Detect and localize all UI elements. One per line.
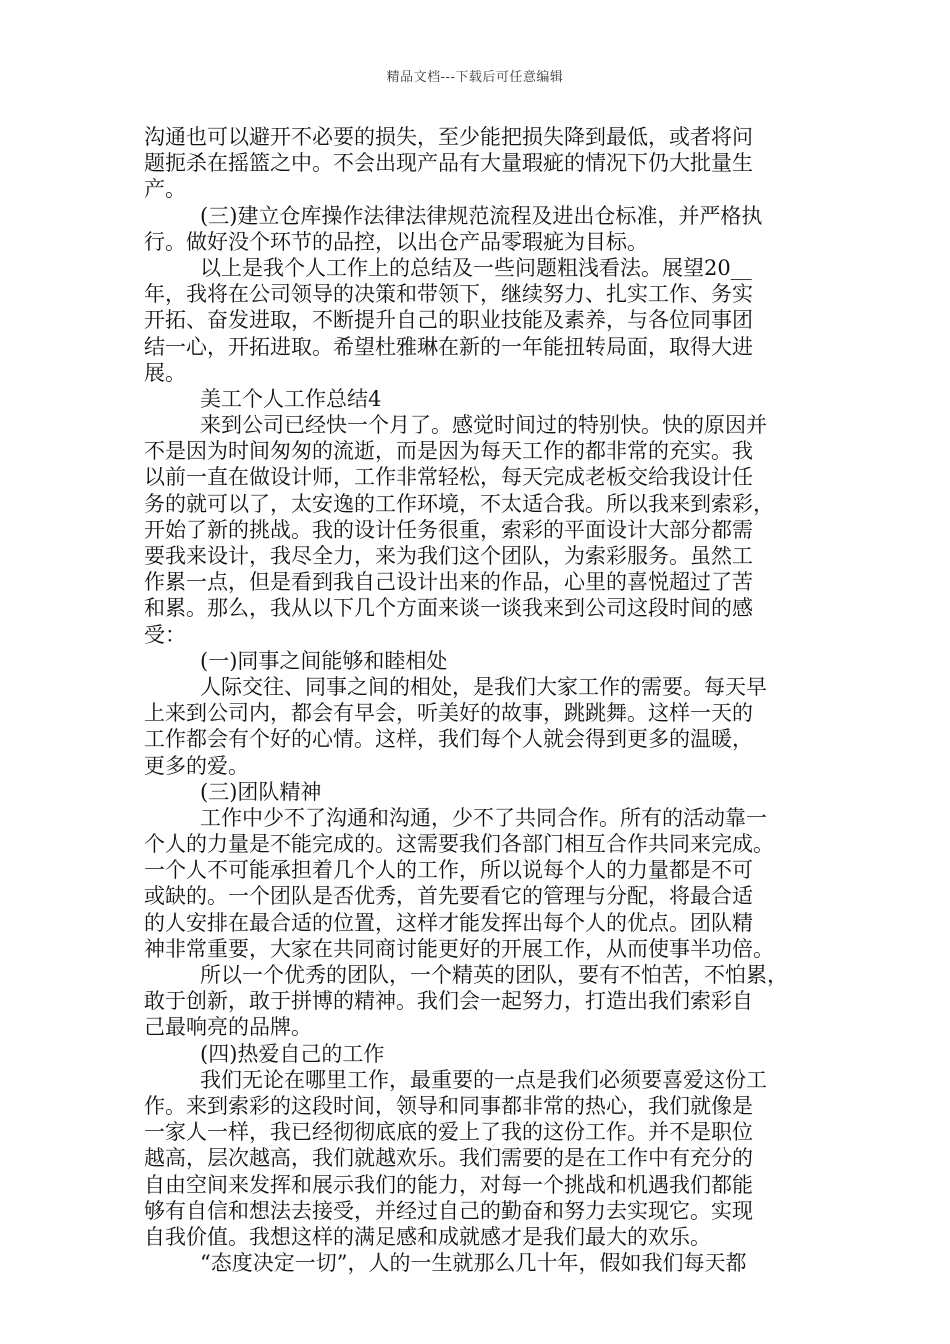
text-line: 越高，层次越高，我们就越欢乐。我们需要的是在工作中有充分的 xyxy=(144,1146,753,1171)
text-line: 工作中少不了沟通和沟通，少不了共同合作。所有的活动靠一 xyxy=(200,805,767,830)
text-line: (三)建立仓库操作法律法律规范流程及进出仓标准，并严格执 xyxy=(200,203,763,228)
text-line: 工作都会有个好的心情。这样，我们每个人就会得到更多的温暖， xyxy=(144,727,753,752)
page-header: 精品文档---下载后可任意编辑 xyxy=(386,70,564,85)
text-line: 一家人一样，我已经彻彻底底的爱上了我的这份工作。并不是职位 xyxy=(144,1120,753,1145)
text-line: 或缺的。一个团队是否优秀，首先要看它的管理与分配，将最合适 xyxy=(144,884,753,909)
text-line: 结一心，开拓进取。希望杜雅琳在新的一年能扭转局面，取得大进 xyxy=(144,334,753,359)
text-line: 务的就可以了，太安逸的工作环境，不太适合我。所以我来到索彩， xyxy=(144,491,774,516)
text-line: 展。 xyxy=(144,360,186,385)
text-line: (一)同事之间能够和睦相处 xyxy=(200,648,448,673)
text-line: 要我来设计，我尽全力，来为我们这个团队，为索彩服务。虽然工 xyxy=(144,544,753,568)
text-line: (四)热爱自己的工作 xyxy=(200,1041,385,1066)
text-line: 己最响亮的品牌。 xyxy=(144,1015,312,1040)
text-line: 沟通也可以避开不必要的损失，至少能把损失降到最低，或者将问 xyxy=(144,125,753,149)
text-line: 神非常重要，大家在共同商讨能更好的开展工作，从而使事半功倍。 xyxy=(144,936,774,961)
text-line: 敢于创新，敢于拼博的精神。我们会一起努力，打造出我们索彩自 xyxy=(144,989,753,1014)
text-line: 不是因为时间匆匆的流逝，而是因为每天工作的都非常的充实。我 xyxy=(144,439,753,464)
text-line: 所以一个优秀的团队，一个精英的团队，要有不怕苦，不怕累， xyxy=(200,963,788,987)
text-line: 作。来到索彩的这段时间，领导和同事都非常的热心，我们就像是 xyxy=(144,1093,753,1118)
text-line: 开始了新的挑战。我的设计任务很重，索彩的平面设计大部分都需 xyxy=(144,517,753,542)
text-line: 自由空间来发挥和展示我们的能力，对每一个挑战和机遇我们都能 xyxy=(144,1172,753,1197)
text-line: (三)团队精神 xyxy=(200,779,322,804)
document-body xyxy=(144,124,816,1276)
text-line: “态度决定一切”，人的一生就那么几十年，假如我们每天都 xyxy=(200,1251,747,1276)
text-line: 更多的爱。 xyxy=(144,753,249,778)
text-line: 开拓、奋发进取，不断提升自己的职业技能及素养，与各位同事团 xyxy=(144,308,753,333)
text-line: 一个人不可能承担着几个人的工作，所以说每个人的力量都是不可 xyxy=(144,858,753,883)
text-line: 受： xyxy=(144,622,186,647)
text-line: 产。 xyxy=(144,177,186,202)
text-line: 以前一直在做设计师，工作非常轻松，每天完成老板交给我设计任 xyxy=(144,465,753,490)
text-line: 自我价值。我想这样的满足感和成就感才是我们最大的欢乐。 xyxy=(144,1224,711,1249)
text-line: 我们无论在哪里工作，最重要的一点是我们必须要喜爱这份工 xyxy=(200,1067,767,1092)
text-line: 和累。那么，我从以下几个方面来谈一谈我来到公司这段时间的感 xyxy=(144,596,753,621)
text-line: 美工个人工作总结4 xyxy=(200,386,382,411)
text-line: 行。做好没个环节的品控，以出仓产品零瑕疵为目标。 xyxy=(144,229,648,254)
text-line: 够有自信和想法去接受，并经过自己的勤奋和努力去实现它。实现 xyxy=(144,1198,753,1223)
text-line: 人际交往、同事之间的相处，是我们大家工作的需要。每天早 xyxy=(200,674,767,699)
text-line: 上来到公司内，都会有早会，听美好的故事，跳跳舞。这样一天的 xyxy=(144,701,753,726)
text-line: 个人的力量是不能完成的。这需要我们各部门相互合作共同来完成。 xyxy=(144,832,774,857)
text-line: 的人安排在最合适的位置，这样才能发挥出每个人的优点。团队精 xyxy=(144,910,753,935)
text-line: 以上是我个人工作上的总结及一些问题粗浅看法。展望20__ xyxy=(200,255,752,280)
text-line: 作累一点，但是看到我自己设计出来的作品，心里的喜悦超过了苦 xyxy=(144,570,753,595)
text-line: 年，我将在公司领导的决策和带领下，继续努力、扎实工作、务实 xyxy=(144,282,753,307)
text-line: 题扼杀在摇篮之中。不会出现产品有大量瑕疵的情况下仍大批量生 xyxy=(144,151,753,176)
text-line: 来到公司已经快一个月了。感觉时间过的特别快。快的原因并 xyxy=(200,413,767,438)
